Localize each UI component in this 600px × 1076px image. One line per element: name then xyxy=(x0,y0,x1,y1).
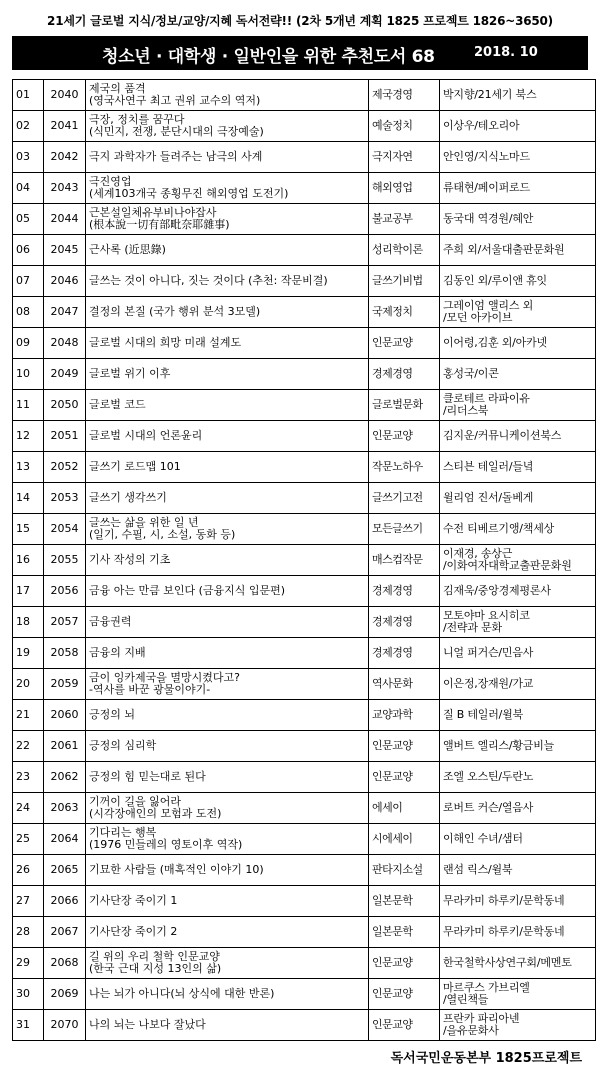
book-category: 인문교양 xyxy=(369,762,440,793)
table-row xyxy=(13,483,596,514)
book-title-line: 극진영업 xyxy=(89,175,132,188)
table-row xyxy=(13,452,596,483)
book-author-publisher xyxy=(440,483,596,514)
book-code: 2045 xyxy=(44,235,86,266)
book-code: 2060 xyxy=(44,700,86,731)
book-category: 인문교양 xyxy=(369,979,440,1010)
table-row xyxy=(13,359,596,390)
book-title xyxy=(86,390,369,421)
publisher-line: 한국철학사상연구회/메멘토 xyxy=(443,956,572,969)
book-author-publisher xyxy=(440,917,596,948)
publisher-line: /열린책들 xyxy=(443,993,489,1006)
row-number: 17 xyxy=(13,576,44,607)
publisher-line: /전략과 문화 xyxy=(443,621,502,634)
publisher-line: 조엘 오스틴/두란노 xyxy=(443,770,534,783)
table-row xyxy=(13,545,596,576)
publisher-line: 클로테르 라파이유 xyxy=(443,392,530,405)
book-title-line: 글로벌 코드 xyxy=(89,398,146,411)
book-title xyxy=(86,917,369,948)
publisher-line: 윌리엄 진서/돌베게 xyxy=(443,491,534,504)
row-number: 28 xyxy=(13,917,44,948)
book-category: 에세이 xyxy=(369,793,440,824)
table-row xyxy=(13,669,596,700)
table-row xyxy=(13,235,596,266)
book-title xyxy=(86,514,369,545)
row-number: 12 xyxy=(13,421,44,452)
book-author-publisher xyxy=(440,1010,596,1041)
book-code: 2044 xyxy=(44,204,86,235)
publisher-line: 동국대 역경원/혜안 xyxy=(443,212,534,225)
book-title xyxy=(86,80,369,111)
book-title xyxy=(86,948,369,979)
table-row xyxy=(13,514,596,545)
publisher-line: 무라카미 하루키/문학동네 xyxy=(443,894,565,907)
row-number: 19 xyxy=(13,638,44,669)
book-category: 판타지소설 xyxy=(369,855,440,886)
publisher-line: /이화여자대학교출판문화원 xyxy=(443,559,572,572)
row-number: 14 xyxy=(13,483,44,514)
book-title xyxy=(86,111,369,142)
book-category: 해외영업 xyxy=(369,173,440,204)
book-title xyxy=(86,638,369,669)
publisher-line: 김동인 외/루이앤 휴잇 xyxy=(443,274,547,287)
table-row xyxy=(13,948,596,979)
book-author-publisher xyxy=(440,762,596,793)
row-number: 30 xyxy=(13,979,44,1010)
book-category: 경제경영 xyxy=(369,638,440,669)
publisher-line: 이상우/테오리아 xyxy=(443,119,520,132)
book-title-line: 길 위의 우리 철학 인문교양 xyxy=(89,950,220,963)
book-title-line: 근본설일체유부비나야잡사 xyxy=(89,206,217,219)
book-author-publisher xyxy=(440,359,596,390)
book-category: 성리학이론 xyxy=(369,235,440,266)
book-code: 2048 xyxy=(44,328,86,359)
book-author-publisher xyxy=(440,173,596,204)
table-row xyxy=(13,390,596,421)
banner-date: 2018. 10 xyxy=(474,45,538,60)
book-title xyxy=(86,979,369,1010)
table-row xyxy=(13,328,596,359)
table-row xyxy=(13,266,596,297)
book-code: 2054 xyxy=(44,514,86,545)
row-number: 06 xyxy=(13,235,44,266)
publisher-line: 수전 티베르기앵/책세상 xyxy=(443,522,555,535)
table-row xyxy=(13,979,596,1010)
row-number: 21 xyxy=(13,700,44,731)
book-author-publisher xyxy=(440,824,596,855)
publisher-line: 그레이엄 앨리스 외 xyxy=(443,299,534,312)
book-author-publisher xyxy=(440,669,596,700)
book-code: 2064 xyxy=(44,824,86,855)
book-title-line: 금융 아는 만큼 보인다 (금융지식 입문편) xyxy=(89,584,286,597)
book-title xyxy=(86,824,369,855)
book-category: 불교공부 xyxy=(369,204,440,235)
book-title-line: 긍정의 힘 믿는대로 된다 xyxy=(89,770,206,783)
publisher-line: 무라카미 하루키/문학동네 xyxy=(443,925,565,938)
publisher-line: 주희 외/서울대출판문화원 xyxy=(443,243,565,256)
book-code: 2040 xyxy=(44,80,86,111)
book-title-line: -역사를 바꾼 광물이야기- xyxy=(89,683,211,696)
table-row xyxy=(13,1010,596,1041)
book-category: 인문교양 xyxy=(369,328,440,359)
book-code: 2061 xyxy=(44,731,86,762)
book-title-line: (根本說一切有部毗奈耶雜事) xyxy=(89,218,230,231)
book-title xyxy=(86,545,369,576)
book-code: 2058 xyxy=(44,638,86,669)
footer-organization: 독서국민운동본부 1825프로젝트 xyxy=(390,1051,582,1066)
publisher-line: 안인영/지식노마드 xyxy=(443,150,530,163)
book-author-publisher xyxy=(440,979,596,1010)
row-number: 13 xyxy=(13,452,44,483)
row-number: 07 xyxy=(13,266,44,297)
book-author-publisher xyxy=(440,142,596,173)
book-category: 글쓰기고전 xyxy=(369,483,440,514)
book-title-line: 글로벌 시대의 희망 미래 설계도 xyxy=(89,336,242,349)
book-title xyxy=(86,886,369,917)
book-title xyxy=(86,731,369,762)
book-code: 2068 xyxy=(44,948,86,979)
book-title xyxy=(86,173,369,204)
publisher-line: 류태현/페이퍼로드 xyxy=(443,181,530,194)
publisher-line: 앨버트 엘리스/황금비늘 xyxy=(443,739,555,752)
book-category: 작문노하우 xyxy=(369,452,440,483)
book-category: 시에세이 xyxy=(369,824,440,855)
book-title xyxy=(86,328,369,359)
publisher-line: 모토야마 요시히코 xyxy=(443,609,530,622)
book-author-publisher xyxy=(440,576,596,607)
book-title-line: 기사단장 죽이기 1 xyxy=(89,894,178,907)
book-category: 인문교양 xyxy=(369,948,440,979)
book-title xyxy=(86,452,369,483)
book-category: 일본문학 xyxy=(369,917,440,948)
row-number: 10 xyxy=(13,359,44,390)
publisher-line: 이어령,김훈 외/아카넷 xyxy=(443,336,547,349)
book-author-publisher xyxy=(440,421,596,452)
book-title xyxy=(86,297,369,328)
publisher-line: 이은정,장재원/가교 xyxy=(443,677,534,690)
book-title-line: 결정의 본질 (국가 행위 분석 3모델) xyxy=(89,305,261,318)
publisher-line: 프란카 파리아넨 xyxy=(443,1012,520,1025)
banner-title: 청소년 · 대학생 · 일반인을 위한 추천도서 68 xyxy=(102,47,435,67)
table-row xyxy=(13,111,596,142)
book-category: 경제경영 xyxy=(369,576,440,607)
book-code: 2052 xyxy=(44,452,86,483)
book-author-publisher xyxy=(440,514,596,545)
book-code: 2070 xyxy=(44,1010,86,1041)
table-row xyxy=(13,173,596,204)
table-row xyxy=(13,421,596,452)
book-category: 교양과학 xyxy=(369,700,440,731)
book-author-publisher xyxy=(440,390,596,421)
book-title-line: 글로벌 위기 이후 xyxy=(89,367,171,380)
row-number: 01 xyxy=(13,80,44,111)
book-title-line: 글쓰기 로드맵 101 xyxy=(89,460,181,473)
publisher-line: 스티븐 테일러/들녘 xyxy=(443,460,534,473)
table-row xyxy=(13,824,596,855)
book-category: 모든글쓰기 xyxy=(369,514,440,545)
book-title xyxy=(86,142,369,173)
table-row xyxy=(13,80,596,111)
book-title xyxy=(86,421,369,452)
publisher-line: 마르쿠스 가브리엘 xyxy=(443,981,530,994)
row-number: 02 xyxy=(13,111,44,142)
table-row xyxy=(13,204,596,235)
book-category: 극지자연 xyxy=(369,142,440,173)
book-title-line: (시각장애인의 모험과 도전) xyxy=(89,807,222,820)
book-category: 글로벌문화 xyxy=(369,390,440,421)
table-row xyxy=(13,917,596,948)
book-title-line: 제국의 품격 xyxy=(89,82,146,95)
book-author-publisher xyxy=(440,731,596,762)
book-category: 제국경영 xyxy=(369,80,440,111)
book-title-line: (일기, 수필, 시, 소설, 동화 등) xyxy=(89,528,236,541)
book-category: 국제정치 xyxy=(369,297,440,328)
row-number: 27 xyxy=(13,886,44,917)
book-title-line: 극지 과학자가 들려주는 남극의 사계 xyxy=(89,150,263,163)
publisher-line: 김재욱/중앙경제평론사 xyxy=(443,584,551,597)
book-category: 일본문학 xyxy=(369,886,440,917)
row-number: 23 xyxy=(13,762,44,793)
publisher-line: 이재경, 송상근 xyxy=(443,547,513,560)
table-row xyxy=(13,762,596,793)
book-author-publisher xyxy=(440,607,596,638)
row-number: 18 xyxy=(13,607,44,638)
book-category: 경제경영 xyxy=(369,607,440,638)
book-code: 2049 xyxy=(44,359,86,390)
book-title xyxy=(86,266,369,297)
book-title xyxy=(86,607,369,638)
book-title-line: (식민지, 전쟁, 분단시대의 극장예술) xyxy=(89,125,264,138)
book-title xyxy=(86,204,369,235)
book-code: 2046 xyxy=(44,266,86,297)
book-title-line: 기사단장 죽이기 2 xyxy=(89,925,178,938)
book-title xyxy=(86,235,369,266)
row-number: 15 xyxy=(13,514,44,545)
table-row xyxy=(13,607,596,638)
row-number: 29 xyxy=(13,948,44,979)
book-title xyxy=(86,483,369,514)
book-code: 2047 xyxy=(44,297,86,328)
book-title-line: 기꺼이 길을 잃어라 xyxy=(89,795,182,808)
row-number: 25 xyxy=(13,824,44,855)
book-title xyxy=(86,669,369,700)
book-code: 2066 xyxy=(44,886,86,917)
book-author-publisher xyxy=(440,111,596,142)
book-title-line: 금융의 지배 xyxy=(89,646,146,659)
book-title-line: (영국사연구 최고 권위 교수의 역저) xyxy=(89,94,261,107)
book-title-line: 극장, 정치를 꿈꾸다 xyxy=(89,113,185,126)
table-row xyxy=(13,886,596,917)
book-category: 예술정치 xyxy=(369,111,440,142)
row-number: 05 xyxy=(13,204,44,235)
row-number: 11 xyxy=(13,390,44,421)
book-title-line: 근사록 (近思錄) xyxy=(89,243,166,256)
table-row xyxy=(13,638,596,669)
book-author-publisher xyxy=(440,452,596,483)
book-code: 2050 xyxy=(44,390,86,421)
publisher-line: 박지향/21세기 북스 xyxy=(443,88,537,101)
book-author-publisher xyxy=(440,855,596,886)
book-title xyxy=(86,359,369,390)
row-number: 09 xyxy=(13,328,44,359)
row-number: 22 xyxy=(13,731,44,762)
book-code: 2069 xyxy=(44,979,86,1010)
book-title-line: (세계103개국 종횡무진 해외영업 도전기) xyxy=(89,187,289,200)
row-number: 08 xyxy=(13,297,44,328)
book-title-line: 기사 작성의 기초 xyxy=(89,553,171,566)
book-author-publisher xyxy=(440,793,596,824)
book-title-line: (1976 민들레의 영토이후 역작) xyxy=(89,838,243,851)
publisher-line: /리더스북 xyxy=(443,404,489,417)
publisher-line: /을유문화사 xyxy=(443,1024,499,1037)
book-code: 2067 xyxy=(44,917,86,948)
row-number: 04 xyxy=(13,173,44,204)
book-category: 매스컴작문 xyxy=(369,545,440,576)
book-title-line: 긍정의 뇌 xyxy=(89,708,136,721)
row-number: 03 xyxy=(13,142,44,173)
title-banner xyxy=(12,36,588,70)
book-author-publisher xyxy=(440,638,596,669)
book-code: 2065 xyxy=(44,855,86,886)
book-title-line: 기다리는 행복 xyxy=(89,826,157,839)
table-row xyxy=(13,855,596,886)
book-title-line: 긍정의 심리학 xyxy=(89,739,157,752)
book-code: 2043 xyxy=(44,173,86,204)
table-row xyxy=(13,576,596,607)
book-title xyxy=(86,1010,369,1041)
book-author-publisher xyxy=(440,700,596,731)
publisher-line: 로버트 커슨/열음사 xyxy=(443,801,534,814)
book-code: 2041 xyxy=(44,111,86,142)
book-author-publisher xyxy=(440,297,596,328)
publisher-line: 랜섬 릭스/윌북 xyxy=(443,863,513,876)
book-category: 인문교양 xyxy=(369,421,440,452)
row-number: 16 xyxy=(13,545,44,576)
book-list-body xyxy=(13,80,596,1041)
book-author-publisher xyxy=(440,204,596,235)
book-author-publisher xyxy=(440,886,596,917)
table-row xyxy=(13,297,596,328)
book-category: 역사문화 xyxy=(369,669,440,700)
row-number: 26 xyxy=(13,855,44,886)
book-code: 2053 xyxy=(44,483,86,514)
row-number: 20 xyxy=(13,669,44,700)
book-code: 2059 xyxy=(44,669,86,700)
row-number: 24 xyxy=(13,793,44,824)
book-category: 인문교양 xyxy=(369,731,440,762)
book-title-line: 글쓰기 생각쓰기 xyxy=(89,491,167,504)
header-top-line: 21세기 글로벌 지식/정보/교양/지혜 독서전략!! (2차 5개년 계획 1825 프로젝트 1826~3650) xyxy=(47,14,553,28)
book-code: 2056 xyxy=(44,576,86,607)
book-title xyxy=(86,762,369,793)
book-code: 2063 xyxy=(44,793,86,824)
book-code: 2051 xyxy=(44,421,86,452)
book-author-publisher xyxy=(440,545,596,576)
book-author-publisher xyxy=(440,948,596,979)
publisher-line: 이해인 수녀/샘터 xyxy=(443,832,523,845)
book-author-publisher xyxy=(440,266,596,297)
table-row xyxy=(13,731,596,762)
book-title-line: (한국 근대 지성 13인의 삶) xyxy=(89,962,222,975)
book-code: 2055 xyxy=(44,545,86,576)
publisher-line: 홍성국/이콘 xyxy=(443,367,499,380)
book-title-line: 나의 뇌는 나보다 잘났다 xyxy=(89,1018,206,1031)
book-title-line: 글로벌 시대의 언론윤리 xyxy=(89,429,203,442)
book-title-line: 기묘한 사람들 (매혹적인 이야기 10) xyxy=(89,863,264,876)
book-code: 2057 xyxy=(44,607,86,638)
book-title xyxy=(86,576,369,607)
publisher-line: 니얼 퍼거슨/민음사 xyxy=(443,646,534,659)
book-category: 인문교양 xyxy=(369,1010,440,1041)
row-number: 31 xyxy=(13,1010,44,1041)
book-title-line: 금이 잉카제국을 멸망시켰다고? xyxy=(89,671,240,684)
book-title-line: 글쓰는 것이 아니다, 짓는 것이다 (추천: 작문비결) xyxy=(89,274,328,287)
book-author-publisher xyxy=(440,235,596,266)
table-row xyxy=(13,700,596,731)
book-list-table xyxy=(12,79,596,1041)
book-title xyxy=(86,793,369,824)
book-category: 경제경영 xyxy=(369,359,440,390)
publisher-line: /모던 아카이브 xyxy=(443,311,513,324)
book-code: 2062 xyxy=(44,762,86,793)
book-title xyxy=(86,700,369,731)
book-code: 2042 xyxy=(44,142,86,173)
publisher-line: 질 B 테일러/윌북 xyxy=(443,708,524,721)
table-row xyxy=(13,142,596,173)
publisher-line: 김지운/커뮤니케이션북스 xyxy=(443,429,562,442)
book-title-line: 금융권력 xyxy=(89,615,132,628)
book-title-line: 글쓰는 삶을 위한 일 년 xyxy=(89,516,199,529)
table-row xyxy=(13,793,596,824)
book-title xyxy=(86,855,369,886)
book-author-publisher xyxy=(440,80,596,111)
book-title-line: 나는 뇌가 아니다(뇌 상식에 대한 반론) xyxy=(89,987,275,1000)
book-category: 글쓰기비법 xyxy=(369,266,440,297)
book-author-publisher xyxy=(440,328,596,359)
